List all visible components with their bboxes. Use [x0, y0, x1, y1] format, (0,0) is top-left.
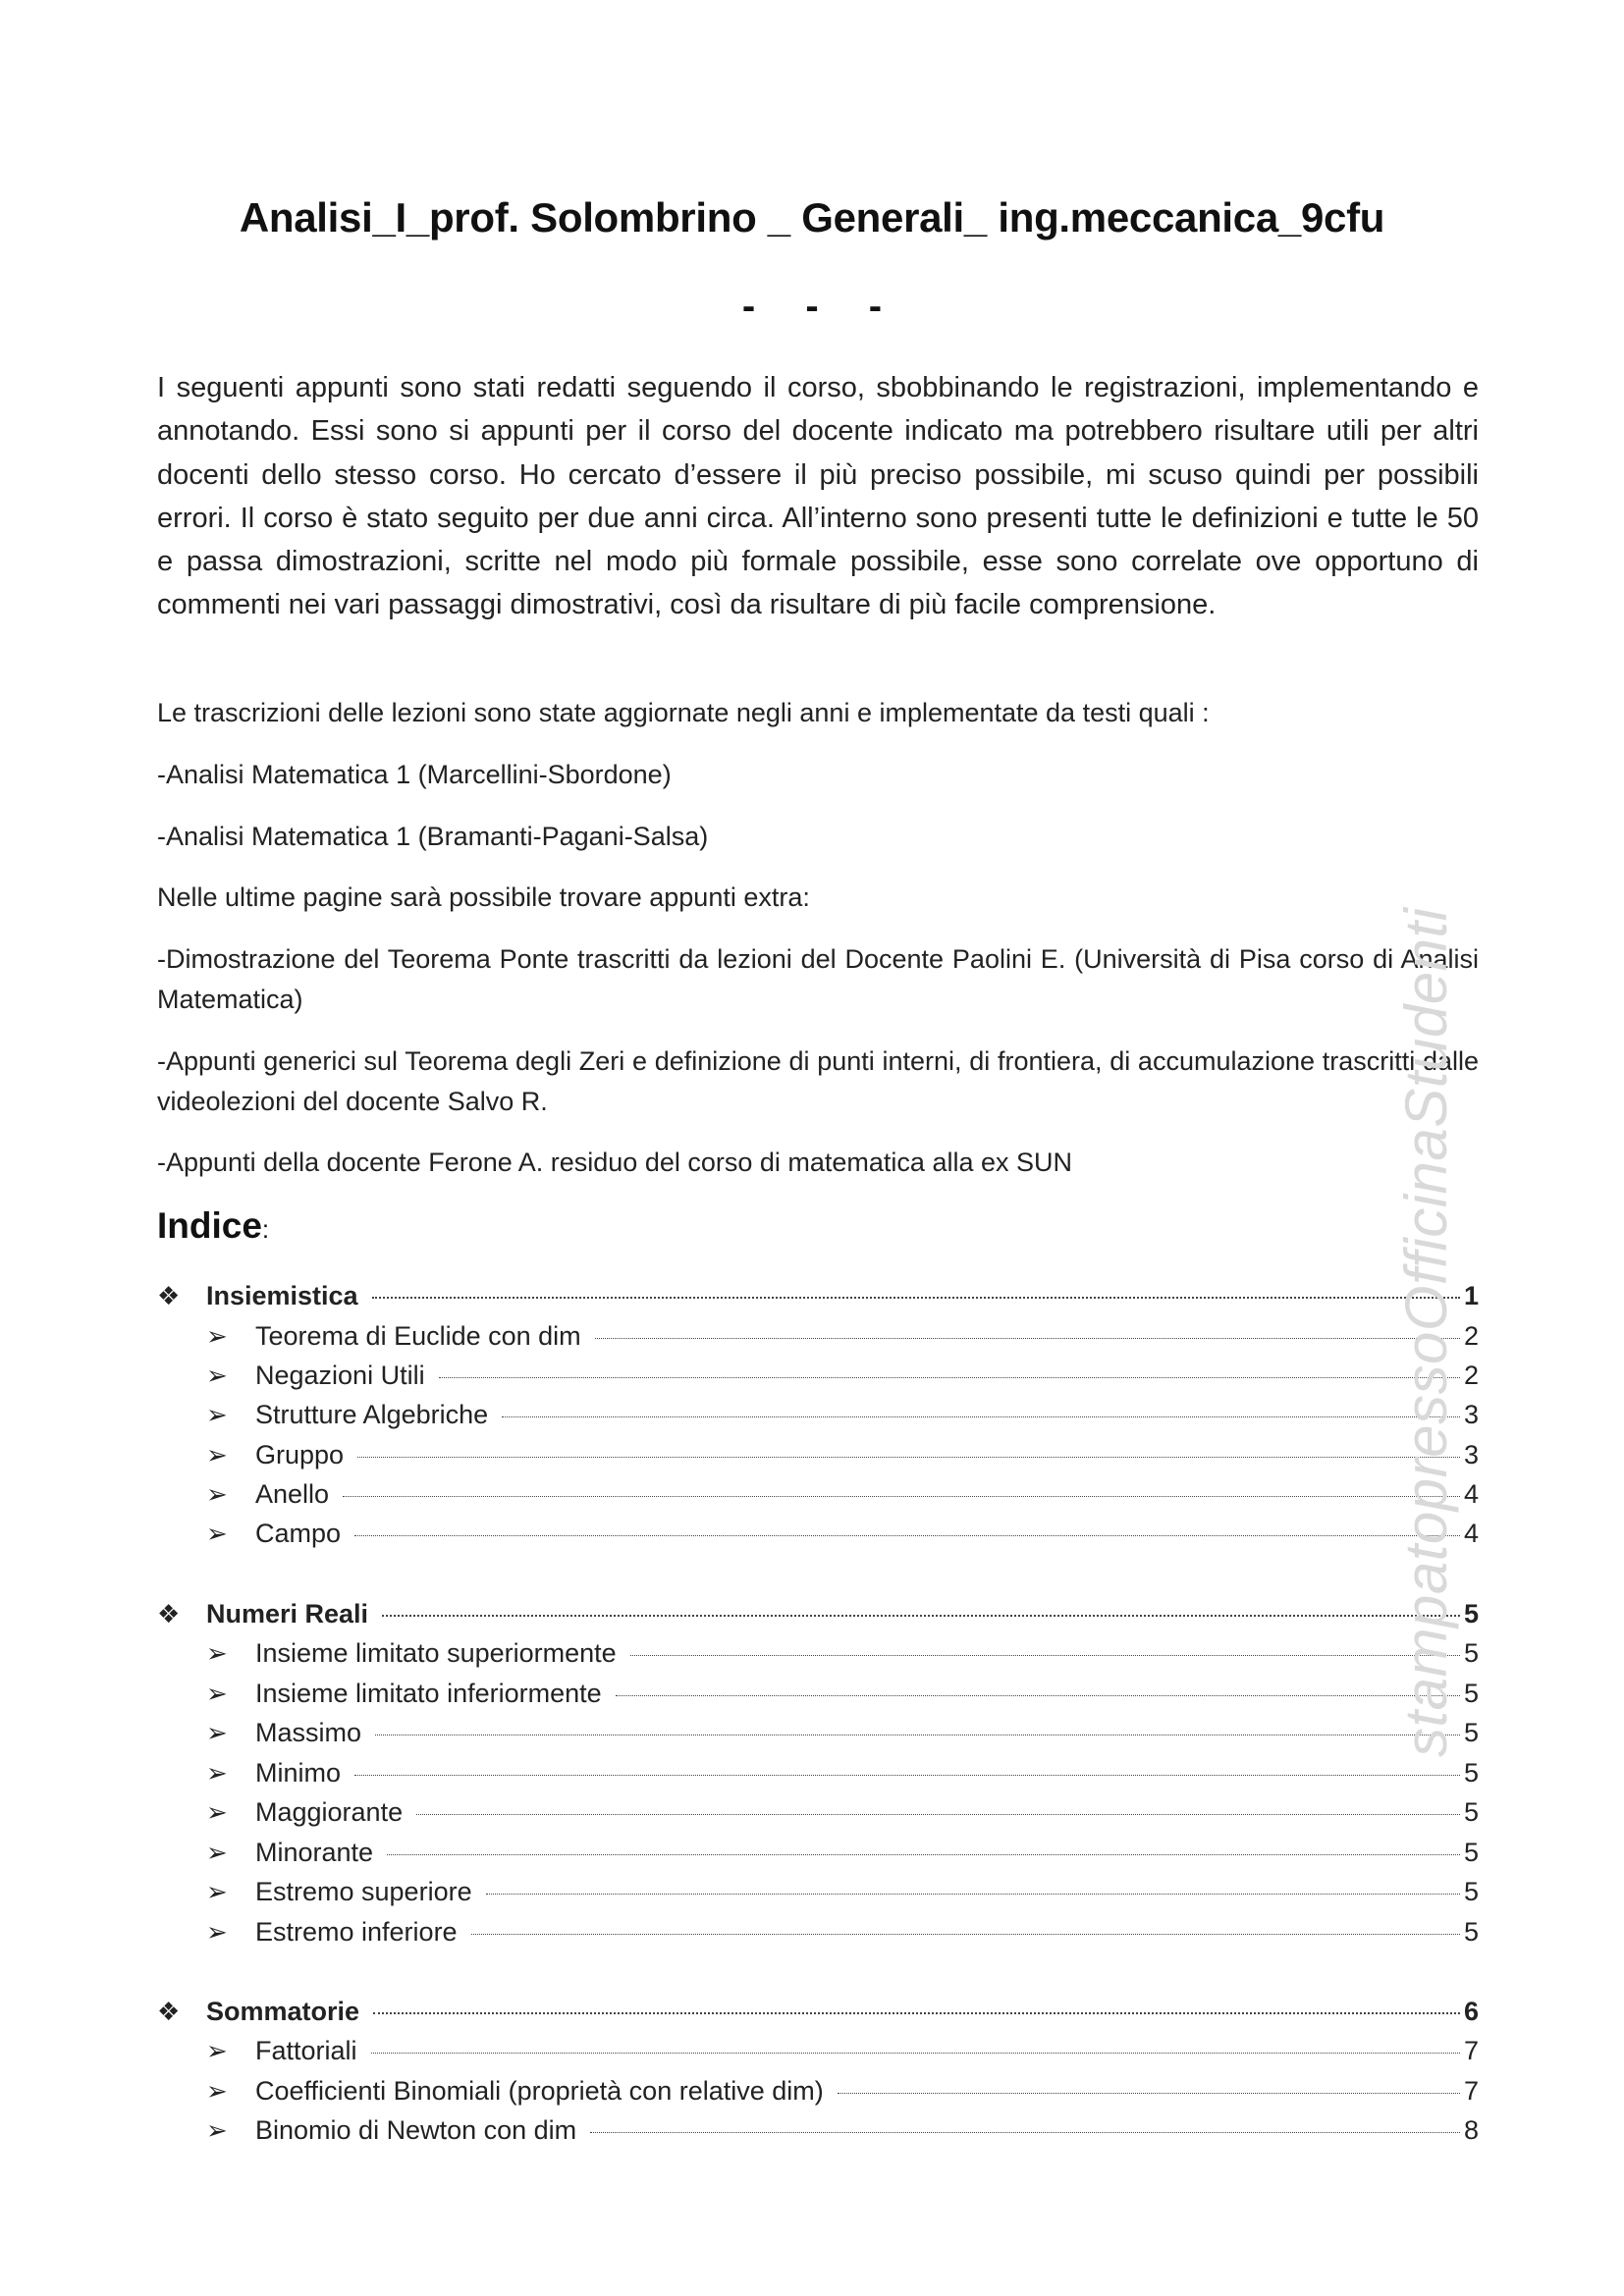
toc-page-number: 7 — [1463, 2036, 1479, 2065]
sources-intro: Le trascrizioni delle lezioni sono state aggiornate negli anni e implementate da testi quali : — [157, 698, 1210, 727]
dot-leader — [416, 1814, 1460, 1815]
toc-item-label: Insieme limitato inferiormente — [255, 1679, 602, 1708]
arrow-bullet-icon: ➢ — [206, 1877, 228, 1906]
arrow-bullet-icon: ➢ — [206, 1797, 228, 1827]
dot-leader — [486, 1894, 1460, 1895]
toc-item-label: Gruppo — [255, 1440, 345, 1469]
extra-item: -Dimostrazione del Teorema Ponte trascritti da lezioni del Docente Paolini E. (Università di Pisa corso di Analisi Matematica) — [157, 944, 1479, 1014]
diamond-bullet-icon: ❖ — [157, 1997, 181, 2026]
arrow-bullet-icon: ➢ — [206, 1479, 228, 1509]
arrow-bullet-icon: ➢ — [206, 1440, 228, 1469]
toc-page-number: 7 — [1463, 2076, 1479, 2106]
arrow-bullet-icon: ➢ — [206, 1519, 228, 1548]
toc-item[interactable] — [206, 1479, 1479, 1519]
arrow-bullet-icon: ➢ — [206, 1917, 228, 1947]
toc-item-label: Teorema di Euclide con dim — [255, 1321, 581, 1351]
source-item: -Analisi Matematica 1 (Bramanti-Pagani-Salsa) — [157, 822, 709, 851]
toc-section[interactable] — [157, 1997, 1479, 2036]
toc-item-label: Binomio di Newton con dim — [255, 2115, 577, 2145]
arrow-bullet-icon: ➢ — [206, 1679, 228, 1708]
toc-page-number: 5 — [1463, 1838, 1479, 1867]
arrow-bullet-icon: ➢ — [206, 1321, 228, 1351]
toc-item[interactable] — [206, 1638, 1479, 1678]
toc-item-label: Fattoriali — [255, 2036, 357, 2065]
toc-page-number: 5 — [1463, 1917, 1479, 1947]
title-separator: - - - — [741, 285, 883, 328]
toc-page-number: 5 — [1463, 1797, 1479, 1827]
toc-page-number: 5 — [1463, 1877, 1479, 1906]
toc-page-number: 3 — [1463, 1400, 1479, 1429]
toc-item-label: Campo — [255, 1519, 342, 1548]
toc-section-label: Sommatorie — [206, 1997, 360, 2026]
toc-section-label: Numeri Reali — [206, 1599, 369, 1629]
dot-leader — [357, 1457, 1460, 1458]
toc-page-number: 1 — [1463, 1281, 1479, 1310]
toc-item[interactable] — [206, 1519, 1479, 1558]
document-title: Analisi_I_prof. Solombrino _ Generali_ ing.meccanica_9cfu — [239, 194, 1385, 240]
toc-item[interactable] — [206, 2036, 1479, 2075]
toc-item-label: Minimo — [255, 1758, 342, 1788]
diamond-bullet-icon: ❖ — [157, 1599, 181, 1629]
toc-item[interactable] — [206, 1917, 1479, 1956]
dot-leader — [372, 1297, 1460, 1299]
toc-page-number: 5 — [1463, 1718, 1479, 1747]
dot-leader — [371, 2053, 1460, 2054]
arrow-bullet-icon: ➢ — [206, 1838, 228, 1867]
arrow-bullet-icon: ➢ — [206, 2076, 228, 2106]
diamond-bullet-icon: ❖ — [157, 1281, 181, 1310]
dot-leader — [343, 1496, 1460, 1497]
toc-page-number: 8 — [1463, 2115, 1479, 2145]
toc-item[interactable] — [206, 2076, 1479, 2115]
dot-leader — [590, 2132, 1460, 2133]
toc-item[interactable] — [206, 1877, 1479, 1916]
dot-leader — [373, 2012, 1460, 2014]
toc-item-label: Strutture Algebriche — [255, 1400, 489, 1429]
toc-item[interactable] — [206, 1838, 1479, 1877]
arrow-bullet-icon: ➢ — [206, 2115, 228, 2145]
toc-item-label: Maggiorante — [255, 1797, 404, 1827]
dot-leader — [471, 1934, 1460, 1935]
arrow-bullet-icon: ➢ — [206, 1718, 228, 1747]
toc-item-label: Insieme limitato superiormente — [255, 1638, 617, 1668]
dot-leader — [616, 1695, 1460, 1696]
dot-leader — [630, 1655, 1460, 1656]
toc-section[interactable] — [157, 1599, 1479, 1638]
dot-leader — [354, 1535, 1460, 1536]
toc-section[interactable] — [157, 1281, 1479, 1320]
indice-colon: : — [261, 1214, 270, 1244]
toc-page-number: 4 — [1463, 1519, 1479, 1548]
toc-page-number: 5 — [1463, 1758, 1479, 1788]
arrow-bullet-icon: ➢ — [206, 1400, 228, 1429]
extra-item: -Appunti generici sul Teorema degli Zeri e definizione di punti interni, di frontiera, di accumulazione trascritti dalle videolezioni del docente Salvo R. — [157, 1046, 1479, 1116]
extra-item: -Appunti della docente Ferone A. residuo del corso di matematica alla ex SUN — [157, 1148, 1073, 1177]
indice-heading — [157, 1205, 269, 1247]
toc-page-number: 2 — [1463, 1361, 1479, 1390]
toc-page-number: 5 — [1463, 1638, 1479, 1668]
toc-item[interactable] — [206, 1440, 1479, 1479]
toc-page-number: 2 — [1463, 1321, 1479, 1351]
toc-item[interactable] — [206, 1321, 1479, 1361]
dot-leader — [387, 1854, 1460, 1855]
toc-item-label: Estremo inferiore — [255, 1917, 458, 1947]
dot-leader — [439, 1377, 1460, 1378]
source-item: -Analisi Matematica 1 (Marcellini-Sbordone) — [157, 760, 672, 789]
arrow-bullet-icon: ➢ — [206, 1758, 228, 1788]
toc-item-label: Negazioni Utili — [255, 1361, 425, 1390]
extras-intro: Nelle ultime pagine sarà possibile trovare appunti extra: — [157, 882, 810, 912]
toc-page-number: 6 — [1463, 1997, 1479, 2026]
arrow-bullet-icon: ➢ — [206, 1361, 228, 1390]
dot-leader — [595, 1338, 1460, 1339]
toc-page-number: 5 — [1463, 1599, 1479, 1629]
dot-leader — [382, 1615, 1460, 1617]
toc-item[interactable] — [206, 1718, 1479, 1757]
dot-leader — [354, 1775, 1460, 1776]
arrow-bullet-icon: ➢ — [206, 1638, 228, 1668]
toc-item[interactable] — [206, 1400, 1479, 1439]
toc-item-label: Estremo superiore — [255, 1877, 472, 1906]
toc-item[interactable] — [206, 1679, 1479, 1718]
intro-paragraph: I seguenti appunti sono stati redatti seguendo il corso, sbobbinando le registrazioni, implementando e annotando. Essi sono si appunti per il corso del docente indicato ma potrebbero risultare utili per altri docenti dello stesso corso. Ho cercato d’essere il più preciso possibile, mi scuso quindi per possibili errori. Il corso è stato seguito per due anni circa. All’interno sono presenti tutte le definizioni e tutte le 50 e passa dimostrazioni, scritte nel modo più formale possibile, esse sono correlate ove opportuno di commenti nei vari passaggi dimostrativi, così da risultare di più facile comprensione. — [157, 372, 1479, 621]
toc-page-number: 3 — [1463, 1440, 1479, 1469]
dot-leader — [838, 2093, 1460, 2094]
toc-item-label: Massimo — [255, 1718, 362, 1747]
toc-item-label: Coefficienti Binomiali (proprietà con relative dim) — [255, 2076, 824, 2106]
toc-item[interactable] — [206, 1797, 1479, 1837]
watermark: stampatopressoOfficinaStudenti — [1393, 907, 1459, 1757]
toc-item[interactable] — [206, 1361, 1479, 1400]
toc-section-label: Insiemistica — [206, 1281, 358, 1310]
toc-item[interactable] — [206, 2115, 1479, 2155]
indice-heading-text: Indice — [157, 1205, 262, 1246]
toc-page-number: 5 — [1463, 1679, 1479, 1708]
toc-page-number: 4 — [1463, 1479, 1479, 1509]
toc-item[interactable] — [206, 1758, 1479, 1797]
toc-item-label: Anello — [255, 1479, 330, 1509]
toc-item-label: Minorante — [255, 1838, 374, 1867]
dot-leader — [502, 1416, 1460, 1417]
arrow-bullet-icon: ➢ — [206, 2036, 228, 2065]
